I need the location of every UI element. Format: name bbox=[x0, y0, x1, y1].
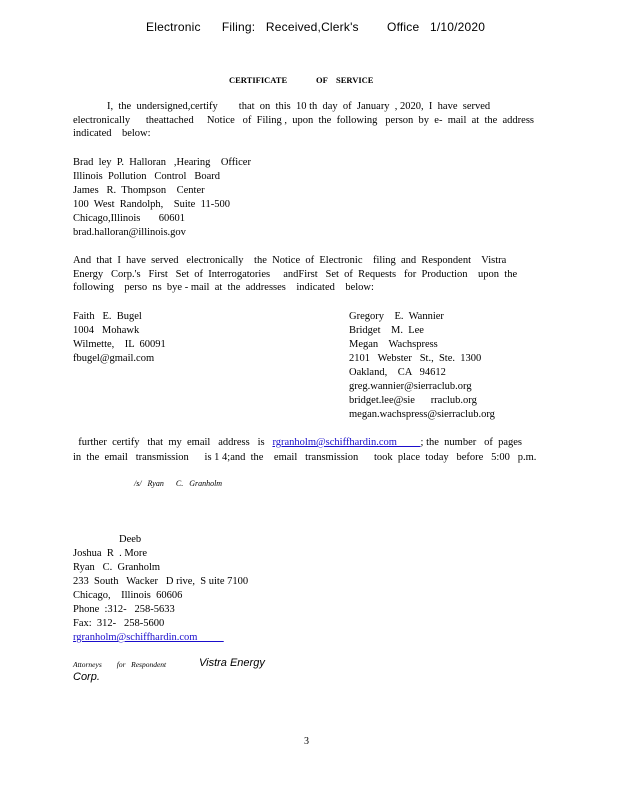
page-number: 3 bbox=[304, 736, 309, 747]
certificate-title-part2: OF SERVICE bbox=[316, 75, 374, 85]
right-recipient-email-1: greg.wannier@sierraclub.org bbox=[349, 381, 472, 392]
service-line-2: Energy Corp.'s First Set of Interrogatories andFirst Set of Requests for Production upon the bbox=[73, 268, 518, 280]
attorney-email-link[interactable]: rgranholm@schiffhardin.com bbox=[73, 632, 224, 643]
firm-street-address: 233 South Wacker D rive, S uite 7100 bbox=[73, 576, 249, 587]
certify-line-1-prefix: further certify that my email address is bbox=[73, 437, 273, 448]
officer-line-3: James R. Thompson Center bbox=[73, 185, 205, 196]
attorney-signature-block bbox=[73, 533, 248, 645]
email-link[interactable]: rgranholm@schiffhardin.com bbox=[272, 437, 421, 448]
intro-line-1: I, the undersigned,certify that on this 10 th day of January , 2020, I have served bbox=[107, 101, 491, 112]
left-recipient-line-1: Faith E. Bugel bbox=[73, 311, 142, 322]
left-recipient-address bbox=[73, 310, 166, 366]
attorney-name-granholm: Ryan C. Granholm bbox=[73, 562, 161, 573]
officer-email: brad.halloran@illinois.gov bbox=[73, 227, 186, 238]
hearing-officer-address bbox=[73, 156, 251, 240]
certify-line-2: in the email transmission is 1 4;and the email transmission took place today before 5:00 p.m. bbox=[73, 452, 537, 463]
officer-line-2: Illinois Pollution Control Board bbox=[73, 171, 221, 182]
attorney-name-deeb: Deeb bbox=[119, 534, 142, 545]
left-recipient-line-2: 1004 Mohawk bbox=[73, 325, 140, 336]
right-recipient-line-3: Megan Wachspress bbox=[349, 339, 438, 350]
certificate-title-part1: CERTIFICATE bbox=[229, 75, 288, 85]
service-line-3: following perso ns bye - mail at the addresses indicated below: bbox=[73, 282, 374, 293]
firm-city: Chicago, Illinois 60606 bbox=[73, 590, 183, 601]
right-recipient-address bbox=[349, 310, 495, 422]
certify-line-1-suffix: ; the number of pages bbox=[420, 437, 523, 448]
attorney-name-more: Joshua R . More bbox=[73, 548, 148, 559]
right-recipient-line-4: 2101 Webster St., Ste. 1300 bbox=[349, 353, 482, 364]
left-recipient-line-3: Wilmette, IL 60091 bbox=[73, 339, 166, 350]
service-paragraph bbox=[73, 254, 517, 295]
filing-header: Electronic Filing: Received,Clerk's Office 1/10/2020 bbox=[146, 20, 486, 34]
firm-fax: Fax: 312- 258-5600 bbox=[73, 618, 165, 629]
officer-line-4: 100 West Randolph, Suite 11-500 bbox=[73, 199, 230, 210]
firm-phone: Phone :312- 258-5633 bbox=[73, 604, 175, 615]
intro-paragraph bbox=[73, 100, 534, 141]
respondent-name-line-2: Corp. bbox=[73, 671, 100, 683]
right-recipient-line-1: Gregory E. Wannier bbox=[349, 311, 444, 322]
attorneys-for-label: Attorneys for Respondent bbox=[73, 660, 167, 669]
respondent-name-line-1: Vistra Energy bbox=[199, 657, 265, 669]
left-recipient-email: fbugel@gmail.com bbox=[73, 353, 155, 364]
intro-line-2: electronically theattached Notice of Filing , upon the following person by e- mail at the address bbox=[73, 114, 535, 126]
certify-paragraph bbox=[73, 435, 536, 465]
right-recipient-email-3: megan.wachspress@sierraclub.org bbox=[349, 409, 495, 420]
right-recipient-line-2: Bridget M. Lee bbox=[349, 325, 424, 336]
right-recipient-email-2: bridget.lee@sie rraclub.org bbox=[349, 395, 477, 406]
officer-line-1: Brad ley P. Halloran ,Hearing Officer bbox=[73, 157, 251, 168]
intro-line-3: indicated below: bbox=[73, 128, 151, 139]
certify-line-1 bbox=[73, 435, 536, 450]
right-recipient-line-5: Oakland, CA 94612 bbox=[349, 367, 446, 378]
service-line-1: And that I have served electronically the Notice of Electronic filing and Respondent Vistra bbox=[73, 255, 507, 266]
officer-line-5: Chicago,Illinois 60601 bbox=[73, 213, 185, 224]
signature: /s/ Ryan C. Granholm bbox=[134, 479, 223, 488]
